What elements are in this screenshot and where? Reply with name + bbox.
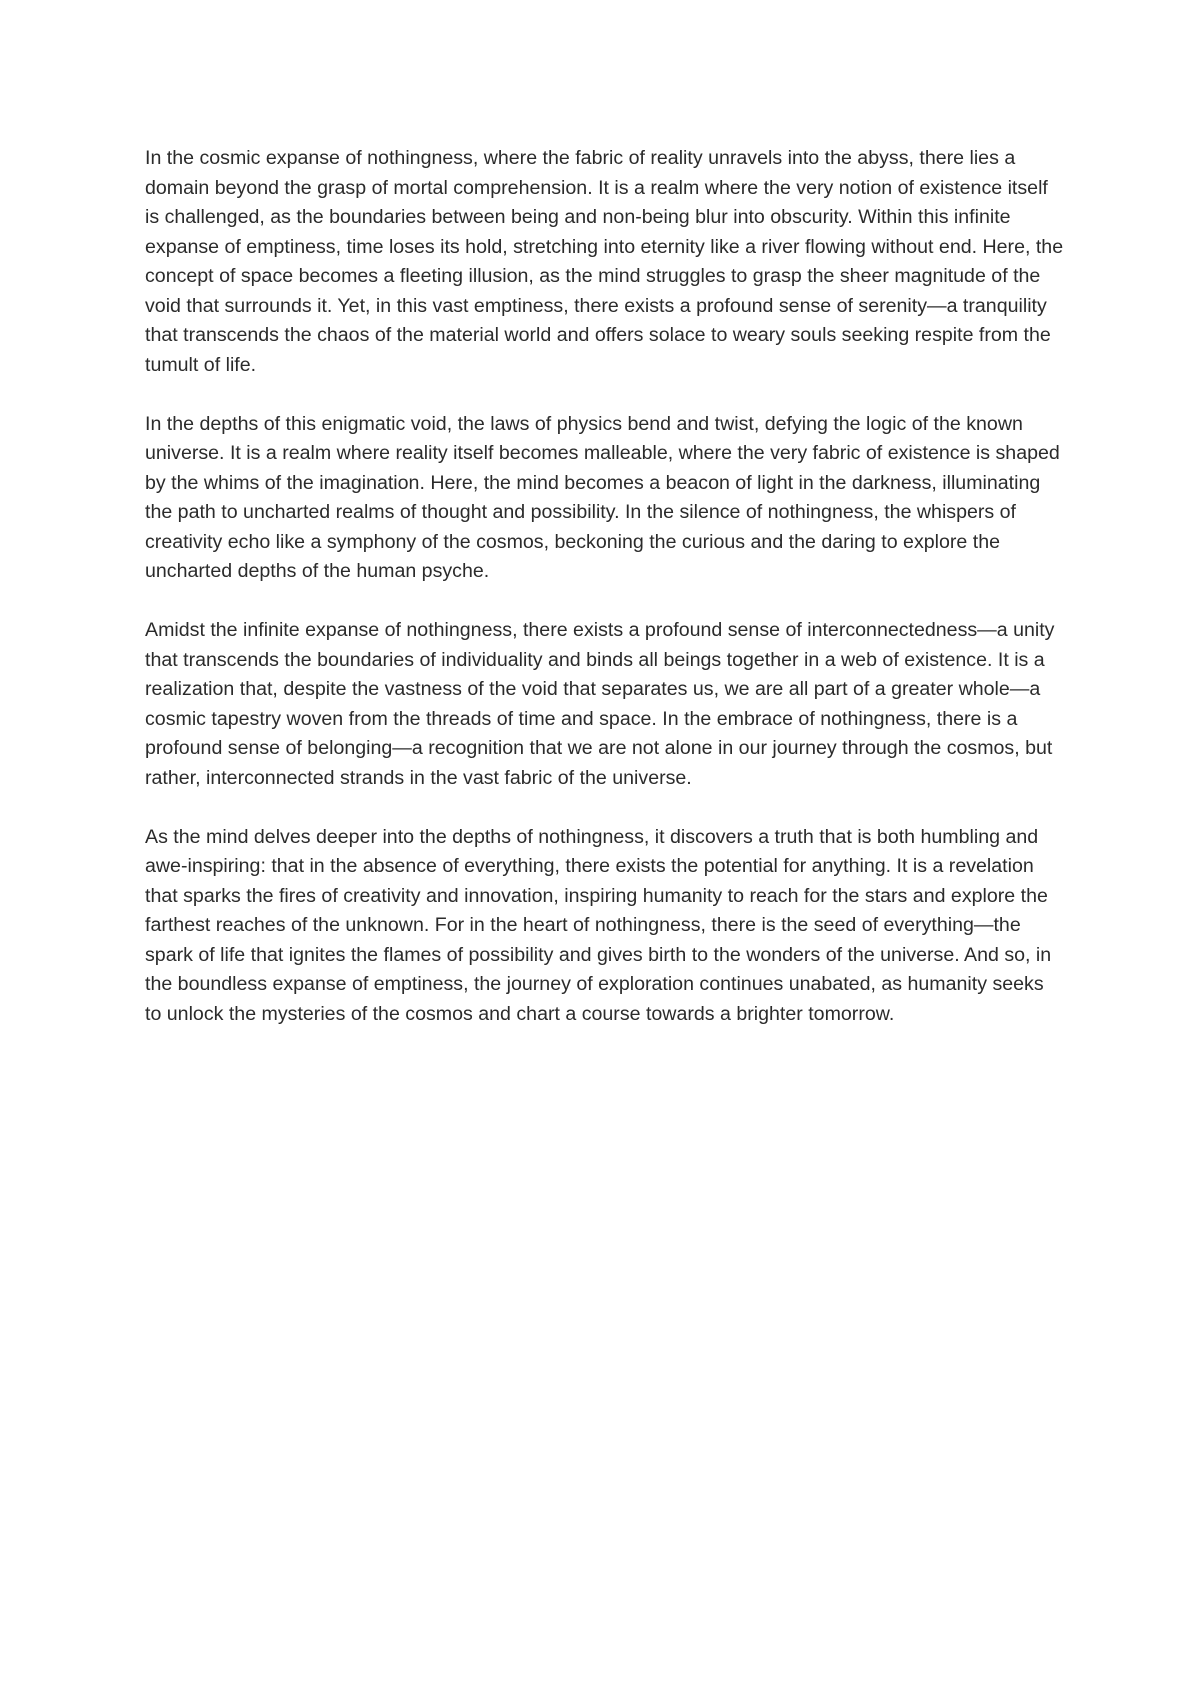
paragraph-2: In the depths of this enigmatic void, the laws of physics bend and twist, defying the logic of the known universe. It is a realm where reality itself becomes malleable, where the very fabric of existence is shaped by the whims of the imagination. Here, the mind becomes a beacon of light in the darkness, illuminating the path to uncharted realms of thought and possibility. In the silence of nothingness, the whispers of creativity echo like a symphony of the cosmos, beckoning the curious and the daring to explore the uncharted depths of the human psyche.: [145, 412, 1060, 582]
paragraph-4: As the mind delves deeper into the depths of nothingness, it discovers a truth that is both humbling and awe-inspiring: that in the absence of everything, there exists the potential for anything. It is a revelation that sparks the fires of creativity and innovation, inspiring humanity to reach for the stars and explore the farthest reaches of the unknown. For in the heart of nothingness, there is the seed of everything—the spark of life that ignites the flames of possibility and gives birth to the wonders of the universe. And so, in the boundless expanse of emptiness, the journey of exploration continues unabated, as humanity seeks to unlock the mysteries of the cosmos and chart a course towards a brighter tomorrow.: [145, 825, 1052, 1025]
paragraph-3: Amidst the infinite expanse of nothingness, there exists a profound sense of interconnectedness—a unity that transcends the boundaries of individuality and binds all beings together in a web of existence. It is a realization that, despite the vastness of the void that separates us, we are all part of a greater whole—a cosmic tapestry woven from the threads of time and space. In the embrace of nothingness, there is a profound sense of belonging—a recognition that we are not alone in our journey through the cosmos, but rather, interconnected strands in the vast fabric of the universe.: [145, 619, 1055, 789]
document-body: [145, 144, 1065, 1059]
paragraph-1: In the cosmic expanse of nothingness, where the fabric of reality unravels into the abyss, there lies a domain beyond the grasp of mortal comprehension. It is a realm where the very notion of existence itself is challenged, as the boundaries between being and non-being blur into obscurity. Within this infinite expanse of emptiness, time loses its hold, stretching into eternity like a river flowing without end. Here, the concept of space becomes a fleeting illusion, as the mind struggles to grasp the sheer magnitude of the void that surrounds it. Yet, in this vast emptiness, there exists a profound sense of serenity—a tranquility that transcends the chaos of the material world and offers solace to weary souls seeking respite from the tumult of life.: [145, 147, 1064, 376]
